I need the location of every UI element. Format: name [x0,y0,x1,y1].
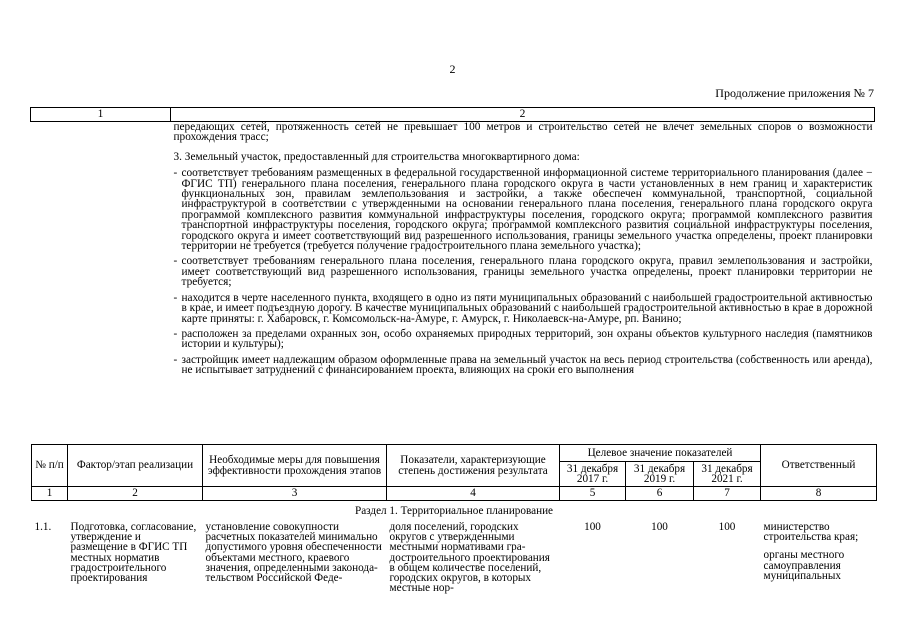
table-row [32,518,877,593]
header-factor: Фактор/этап реализации [68,445,203,487]
column-number: 7 [694,487,761,501]
criteria-content [171,122,875,381]
criteria-bullet-text: соответствует требованиям размещенных в федеральной государственной информационной системе территориального планирования (далее − ФГИС ТП) генерального плана поселения, генерального плана городского округа в части установленных в нем границ и характеристик функциональных зон, правилам землепользования и застройки, а также обеспечен коммунальной, транспортной, социальной инфраструктурой в соответствии с утвержденными на основании генерального плана поселения, генерального плана городского округа программой комплексного развития коммунальной инфраструктуры поселения, городского округа; программой комплексного развития транспортной инфраструктуры поселения, городского округа; программой комплексного развития социальной инфраструктуры поселения, городского округа и имеет соответствующий вид разрешенного использования, границы земельного участка определены, проект планировки территории не требуется (требуется получение градостроительного плана земельного участка); [181,167,873,253]
row-indicators: доля поселений, городских округов с утвержденными местными нормативами градостроительного проектирования в общем количестве поселений, городских округов, в которых местные нор- [389,521,550,595]
criteria-table [30,107,875,381]
header-target-2019: 31 декабря 2019 г. [626,462,694,487]
row-factor: Подготовка, согласование, утверждение и размещение в ФГИС ТП местных норматив градостроительного проектирования [70,521,197,585]
header-target-2021: 31 декабря 2021 г. [694,462,761,487]
row-target-2019: 100 [651,521,668,533]
criteria-col2-header: 2 [171,108,875,122]
row-target-2017: 100 [584,521,601,533]
plan-table [31,444,877,593]
criteria-bullet: - соответствует требованиям генерального плана поселения, генерального плана городского округа, правил землепользования и застройки, имеет соответствующий вид разрешенного использования, границы земельного участка определены, проект планировки территории не требуется; [173,255,873,289]
column-number: 8 [761,487,877,501]
criteria-lead-text: передающих сетей, протяженность сетей не превышает 100 метров и строительство сетей не влечет земельных споров о возможности прохождения трасс; [173,121,873,144]
responsible-local-gov: органы местного самоуправления муниципальных [763,549,845,582]
column-number: 4 [387,487,560,501]
criteria-bullet: - находится в черте населенного пункта, входящего в одно из пяти муниципальных образований с наибольшей градостроительной активностью в крае, и имеет подъездную дорогу. В качестве муниципальных образований с наибольшей градостроительной активностью в крае в дорожной карте приняты: г. Хабаровск, г. Комсомольск-на-Амуре, г. Амурск, г. Николаевск-на-Амуре, рп. Ванино; [173,291,873,325]
row-num: 1.1. [34,521,52,533]
header-measures: Необходимые меры для повышения эффективности прохождения этапов [203,445,387,487]
header-indicators: Показатели, характеризующие степень достижения результата [387,445,560,487]
criteria-bullet: - застройщик имеет надлежащим образом оформленные права на земельный участок на весь период строительства (собственность или аренда), не испытывает затруднений с финансированием проекта, влияющих на сроки его выполнения [173,353,873,377]
criteria-bullet-text: расположен за пределами охранных зон, особо охраняемых природных территорий, зон охраны объектов культурного наследия (памятников истории и культуры); [181,327,873,351]
column-number: 1 [32,487,68,501]
criteria-bullet-text: находится в черте населенного пункта, входящего в одно из пяти муниципальных образований с наибольшей градостроительной активностью в крае, и имеет подъездную дорогу. В качестве муниципальных образований с наибольшей градостроительной активностью в крае в дорожной карте приняты: г. Хабаровск, г. Комсомольск-на-Амуре, г. Амурск, г. Николаевск-на-Амуре, рп. Ванино; [181,291,873,325]
row-target-2021: 100 [718,521,736,533]
criteria-col1-empty [31,122,171,381]
row-measures: установление совокупности расчетных показателей минимально допустимого уровня обеспеченности объектами местного, краевого значения, определенными законодательством Российской Феде- [205,521,382,585]
criteria-heading: 3. Земельный участок, предоставленный для строительства многоквартирного дома: [173,150,580,163]
criteria-bullet-text: соответствует требованиям генерального плана поселения, генерального плана городского округа, правил землепользования и застройки, имеет соответствующий вид разрешенного использования, границы земельного участка определены, проект планировки территории не требуется; [181,255,873,289]
criteria-bullet: - соответствует требованиям размещенных в федеральной государственной информационной системе территориального планирования (далее − ФГИС ТП) генерального плана поселения, генерального плана городского округа в части установленных в нем границ и характеристик функциональных зон, правилам землепользования и застройки, а также обеспечен коммунальной, транспортной, социальной инфраструктурой в соответствии с утвержденными на основании генерального плана поселения, генерального плана городского округа программой комплексного развития коммунальной инфраструктуры поселения, городского округа; программой комплексного развития транспортной инфраструктуры поселения, городского округа; программой комплексного развития социальной инфраструктуры поселения, городского округа и имеет соответствующий вид разрешенного использования, границы земельного участка определены, проект планировки территории не требуется (требуется получение градостроительного плана земельного участка); [173,167,873,253]
criteria-bullet-text: застройщик имеет надлежащим образом оформленные права на земельный участок на весь период строительства (собственность или аренда), не испытывает затруднений с финансированием проекта, влияющих на сроки его выполнения [181,353,873,377]
column-number: 6 [626,487,694,501]
column-number: 5 [560,487,626,501]
continuation-label: Продолжение приложения № 7 [715,86,874,100]
header-num: № п/п [32,445,68,487]
criteria-bullet: - расположен за пределами охранных зон, особо охраняемых природных территорий, зон охраны объектов культурного наследия (памятников истории и культуры); [173,327,873,351]
header-responsible: Ответственный [761,445,877,487]
criteria-col1-header: 1 [31,108,171,122]
header-target-group: Целевое значение показателей [560,445,761,462]
page-number: 2 [449,62,456,76]
column-number: 2 [68,487,203,501]
header-target-2017: 31 декабря 2017 г. [560,462,626,487]
responsible-ministry: министерство строительства края; [763,521,859,544]
column-number: 3 [203,487,387,501]
section-title: Раздел 1. Территориальное планирование [354,505,554,517]
row-responsible [761,518,877,593]
